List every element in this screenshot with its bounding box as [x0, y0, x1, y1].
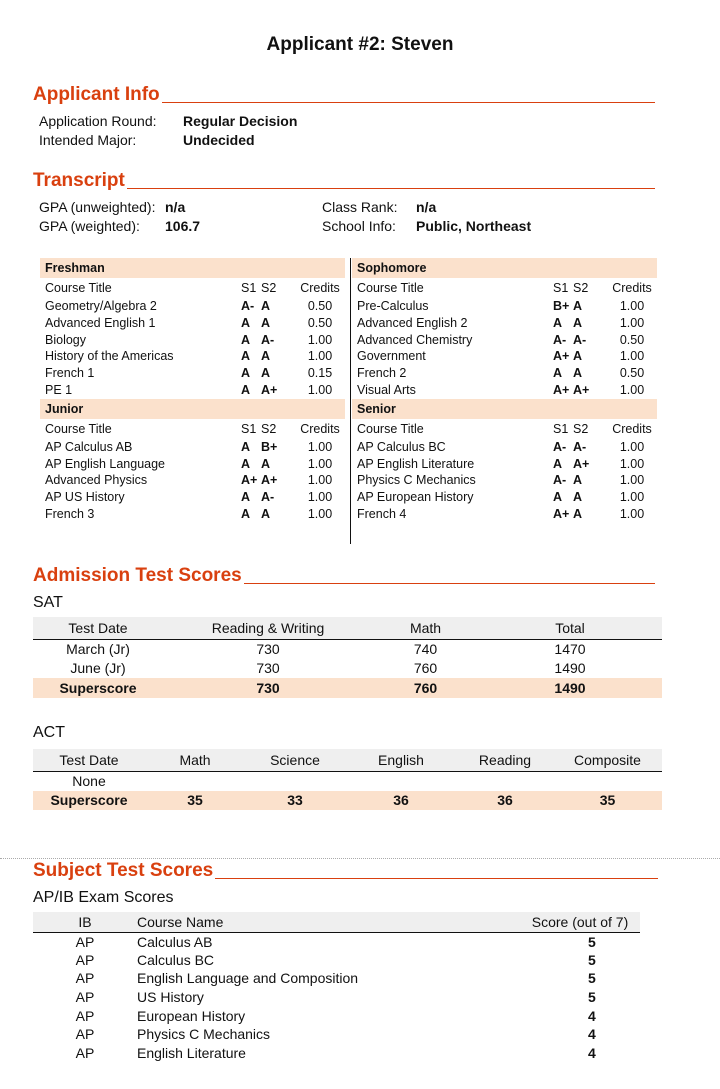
credits: 0.50	[307, 299, 333, 313]
header-row	[33, 749, 662, 771]
transcript-heading	[33, 170, 655, 192]
course-name: Advanced English 1	[45, 315, 156, 330]
superscore-cell: 760	[373, 678, 478, 698]
gpa-weighted-label: GPA (weighted):	[39, 218, 140, 234]
transcript-heading-text: Transcript	[33, 170, 125, 191]
course-row	[40, 315, 345, 332]
course-row	[352, 332, 657, 349]
course-header-row	[352, 419, 657, 439]
heading-rule	[162, 102, 655, 103]
exam-row	[33, 932, 640, 951]
col-course-title: Course Title	[45, 281, 112, 295]
column-header: Test Date	[33, 617, 163, 639]
course-name: Visual Arts	[357, 382, 416, 397]
course-name: Physics C Mechanics	[357, 473, 476, 488]
heading-rule	[215, 878, 658, 879]
col-credits: Credits	[300, 421, 340, 436]
credits: 1.00	[619, 456, 645, 471]
col-s1: S1	[553, 421, 569, 436]
grade-s2: A	[261, 366, 271, 381]
col-course-title: Course Title	[45, 421, 112, 436]
heading-rule	[244, 583, 655, 584]
grade-s2: A	[573, 299, 583, 313]
credits: 1.00	[307, 490, 333, 505]
course-name: Advanced Physics	[45, 473, 148, 488]
application-round-row	[33, 112, 655, 131]
applicant-info-section	[33, 84, 655, 150]
course-row	[352, 506, 657, 523]
course-row	[40, 382, 345, 399]
grade-s2: A+	[573, 456, 590, 471]
intended-major-value: Undecided	[183, 132, 255, 148]
grade-s2: A-	[261, 490, 275, 505]
grade-s2: A	[573, 315, 583, 330]
grade-s1: A-	[553, 439, 567, 454]
grade-s1: A	[241, 315, 251, 330]
grade-s1: A-	[553, 473, 567, 488]
course-row	[40, 506, 345, 523]
course-row	[352, 456, 657, 473]
grade-s1: A+	[553, 349, 570, 364]
transcript-left-column	[40, 258, 345, 523]
grade-s1: A+	[241, 473, 258, 488]
gpa-weighted-value: 106.7	[165, 218, 201, 234]
exam-score: 5	[588, 951, 596, 968]
credits: 1.00	[307, 439, 333, 454]
exam-score: 5	[588, 970, 596, 987]
score-cell: 740	[413, 641, 438, 657]
course-name: Pre-Calculus	[357, 299, 429, 313]
score-cell	[245, 771, 345, 791]
score-cell: 730	[256, 641, 280, 657]
grade-s1: A	[241, 382, 251, 397]
course-row	[352, 472, 657, 489]
score-row	[33, 771, 662, 791]
column-header-course: Course Name	[137, 912, 520, 932]
course-name: PE 1	[45, 382, 73, 397]
school-info-row	[322, 217, 531, 236]
sat-label: SAT	[33, 594, 63, 611]
column-header: Math	[145, 749, 245, 771]
credits: 1.00	[619, 439, 645, 454]
grade-s1: A	[241, 506, 251, 521]
exam-course: Calculus AB	[137, 933, 213, 950]
sat-table	[33, 617, 662, 698]
exam-row	[33, 1025, 640, 1044]
grade-s2: A+	[573, 382, 590, 397]
exam-course: Physics C Mechanics	[137, 1026, 271, 1043]
admission-tests-section	[33, 565, 655, 587]
grade-s2: A-	[261, 332, 275, 347]
credits: 1.00	[619, 315, 645, 330]
admission-tests-heading-text: Admission Test Scores	[33, 565, 242, 586]
course-name: Advanced Chemistry	[357, 332, 473, 347]
credits: 0.50	[619, 332, 645, 347]
exam-course: European History	[137, 1007, 246, 1024]
exam-type: AP	[75, 989, 95, 1006]
credits: 1.00	[307, 456, 333, 471]
school-info-label: School Info:	[322, 218, 396, 234]
course-name: French 1	[45, 366, 95, 381]
grade-s2: A-	[573, 332, 587, 347]
superscore-cell: 33	[245, 791, 345, 811]
heading-rule	[127, 188, 655, 189]
course-header-row	[40, 419, 345, 439]
course-row	[40, 472, 345, 489]
grade-s2: A	[261, 506, 271, 521]
column-header: Reading	[457, 749, 553, 771]
grade-s1: A+	[553, 382, 570, 397]
course-name: AP English Literature	[357, 456, 475, 471]
exam-row	[33, 988, 640, 1007]
application-round-label: Application Round:	[39, 113, 157, 129]
ap-ib-label: AP/IB Exam Scores	[33, 889, 174, 906]
course-row	[352, 348, 657, 365]
col-credits: Credits	[300, 281, 340, 295]
exam-score: 4	[588, 1044, 596, 1061]
col-s1: S1	[241, 281, 257, 295]
header-row	[33, 912, 640, 932]
credits: 1.00	[619, 490, 645, 505]
grade-s1: A	[241, 490, 251, 505]
col-course-title: Course Title	[357, 281, 424, 295]
course-row	[40, 298, 345, 315]
score-cell: 1490	[554, 660, 586, 677]
class-rank-label: Class Rank:	[322, 199, 398, 215]
credits: 0.50	[619, 366, 645, 381]
exam-row	[33, 969, 640, 988]
col-s2: S2	[261, 281, 277, 295]
column-header: English	[345, 749, 457, 771]
exam-score: 5	[588, 989, 596, 1006]
course-row	[40, 456, 345, 473]
ap-ib-table	[33, 912, 640, 1062]
page-title: Applicant #2: Steven	[266, 34, 454, 55]
credits: 1.00	[307, 349, 333, 364]
grade-s2: A+	[261, 382, 278, 397]
grade-s1: A-	[553, 332, 567, 347]
transcript-right-column	[352, 258, 657, 523]
grade-s2: A	[573, 506, 583, 521]
exam-score: 4	[588, 1026, 596, 1043]
score-cell	[345, 771, 457, 791]
course-name: Geometry/Algebra 2	[45, 299, 157, 313]
intended-major-row	[33, 131, 655, 150]
credits: 1.00	[619, 506, 645, 521]
applicant-info-heading	[33, 84, 655, 106]
col-s1: S1	[553, 281, 569, 295]
exam-type: AP	[75, 933, 95, 950]
transcript-grid	[40, 258, 658, 544]
course-name: Biology	[45, 332, 86, 347]
exam-type: AP	[75, 1007, 95, 1024]
grade-s2: A	[261, 456, 271, 471]
course-name: AP English Language	[45, 456, 166, 471]
grade-s1: A	[553, 366, 563, 381]
exam-score: 5	[588, 933, 596, 950]
credits: 0.50	[307, 315, 333, 330]
subject-tests-heading-text: Subject Test Scores	[33, 860, 214, 881]
school-info-value: Public, Northeast	[416, 218, 532, 234]
exam-type: AP	[75, 1044, 95, 1061]
credits: 1.00	[619, 349, 645, 364]
column-header: Test Date	[33, 749, 145, 771]
grade-s1: A	[241, 439, 251, 454]
exam-type: AP	[75, 970, 95, 987]
exam-row	[33, 1006, 640, 1025]
grade-s1: A	[241, 456, 251, 471]
grade-s2: A	[573, 490, 583, 505]
course-name: AP Calculus BC	[357, 439, 446, 454]
score-cell: 1470	[554, 641, 586, 657]
column-header-score: Score (out of 7)	[520, 912, 640, 932]
credits: 1.00	[619, 382, 645, 397]
score-cell: 760	[413, 660, 438, 677]
course-name: French 3	[45, 506, 95, 521]
superscore-row	[33, 678, 662, 698]
class-rank-value: n/a	[416, 199, 437, 215]
grade-s1: A+	[553, 506, 570, 521]
exam-type: AP	[75, 951, 95, 968]
grade-s1: A	[553, 490, 563, 505]
grade-s2: A	[261, 315, 271, 330]
act-table	[33, 749, 662, 810]
subject-tests-heading	[33, 860, 658, 882]
score-cell	[457, 771, 553, 791]
grade-s2: A	[573, 366, 583, 381]
exam-course: English Language and Composition	[137, 970, 359, 987]
course-row	[352, 365, 657, 382]
credits: 1.00	[307, 382, 333, 397]
course-row	[40, 332, 345, 349]
course-name: Government	[357, 349, 426, 364]
gpa-unweighted-label: GPA (unweighted):	[39, 199, 156, 215]
column-header: Composite	[553, 749, 662, 771]
superscore-cell: 36	[457, 791, 553, 811]
year-label-sophomore: Sophomore	[352, 258, 657, 278]
grade-s2: A	[261, 299, 271, 313]
score-cell: 730	[256, 660, 280, 677]
transcript-section	[33, 170, 655, 238]
score-row	[33, 659, 662, 679]
score-cell: March (Jr)	[66, 641, 130, 657]
act-label: ACT	[33, 724, 65, 741]
col-s2: S2	[573, 421, 589, 436]
score-cell	[553, 771, 662, 791]
grade-s1: A	[553, 315, 563, 330]
grade-s1: A	[241, 366, 251, 381]
grade-s1: A	[553, 456, 563, 471]
column-header: Total	[478, 617, 662, 639]
year-label-junior: Junior	[40, 399, 345, 419]
superscore-cell: 1490	[478, 678, 662, 698]
grade-s1: A	[241, 332, 251, 347]
class-rank-row	[322, 198, 436, 217]
superscore-cell: 35	[145, 791, 245, 811]
course-name: Advanced English 2	[357, 315, 468, 330]
exam-score: 4	[588, 1007, 596, 1024]
course-name: AP US History	[45, 490, 125, 505]
gpa-weighted-row	[39, 217, 200, 236]
column-header-ib: IB	[33, 912, 137, 932]
course-row	[352, 489, 657, 506]
superscore-cell: Superscore	[33, 791, 145, 811]
score-cell: None	[72, 773, 106, 789]
score-row	[33, 639, 662, 659]
course-row	[40, 365, 345, 382]
grade-s1: A-	[241, 299, 255, 313]
grade-s2: A	[261, 349, 271, 364]
course-header-row	[352, 278, 657, 298]
col-s2: S2	[573, 281, 589, 295]
superscore-cell: Superscore	[33, 678, 163, 698]
course-header-row	[40, 278, 345, 298]
exam-row	[33, 951, 640, 970]
transcript-divider	[350, 258, 351, 544]
intended-major-label: Intended Major:	[39, 132, 137, 148]
credits: 1.00	[619, 473, 645, 488]
exam-course: Calculus BC	[137, 951, 215, 968]
col-s1: S1	[241, 421, 257, 436]
exam-course: English Literature	[137, 1044, 246, 1061]
grade-s2: A	[573, 349, 583, 364]
header-row	[33, 617, 662, 639]
course-row	[352, 315, 657, 332]
grade-s2: A	[573, 473, 583, 488]
year-label-freshman: Freshman	[40, 258, 345, 278]
year-label-senior: Senior	[352, 399, 657, 419]
grade-s1: A	[241, 349, 251, 364]
score-cell	[145, 771, 245, 791]
superscore-cell: 36	[345, 791, 457, 811]
course-name: French 4	[357, 506, 407, 521]
course-name: AP Calculus AB	[45, 439, 133, 454]
course-name: AP European History	[357, 490, 474, 505]
grade-s1: B+	[553, 299, 570, 313]
superscore-cell: 35	[553, 791, 662, 811]
superscore-cell: 730	[163, 678, 373, 698]
grade-s2: B+	[261, 439, 278, 454]
column-header: Reading & Writing	[163, 617, 373, 639]
score-cell: June (Jr)	[70, 660, 126, 677]
course-row	[40, 439, 345, 456]
grade-s2: A-	[573, 439, 587, 454]
exam-course: US History	[137, 989, 204, 1006]
exam-row	[33, 1044, 640, 1063]
col-course-title: Course Title	[357, 421, 424, 436]
column-header: Math	[373, 617, 478, 639]
credits: 1.00	[307, 473, 333, 488]
superscore-row	[33, 791, 662, 811]
course-name: History of the Americas	[45, 349, 174, 364]
admission-tests-heading	[33, 565, 655, 587]
course-row	[352, 439, 657, 456]
column-header: Science	[245, 749, 345, 771]
grade-s2: A+	[261, 473, 278, 488]
credits: 1.00	[307, 506, 333, 521]
credits: 1.00	[307, 332, 333, 347]
col-credits: Credits	[612, 421, 652, 436]
page-break-divider	[0, 858, 720, 859]
credits: 0.15	[307, 366, 333, 381]
credits: 1.00	[619, 299, 645, 313]
course-row	[40, 489, 345, 506]
course-row	[352, 382, 657, 399]
course-row	[352, 298, 657, 315]
course-name: French 2	[357, 366, 407, 381]
subject-tests-section	[33, 860, 658, 882]
applicant-info-heading-text: Applicant Info	[33, 84, 160, 105]
gpa-unweighted-value: n/a	[165, 199, 186, 215]
application-round-value: Regular Decision	[183, 113, 298, 129]
col-s2: S2	[261, 421, 277, 436]
col-credits: Credits	[612, 281, 652, 295]
gpa-unweighted-row	[39, 198, 185, 217]
course-row	[40, 348, 345, 365]
exam-type: AP	[75, 1026, 95, 1043]
